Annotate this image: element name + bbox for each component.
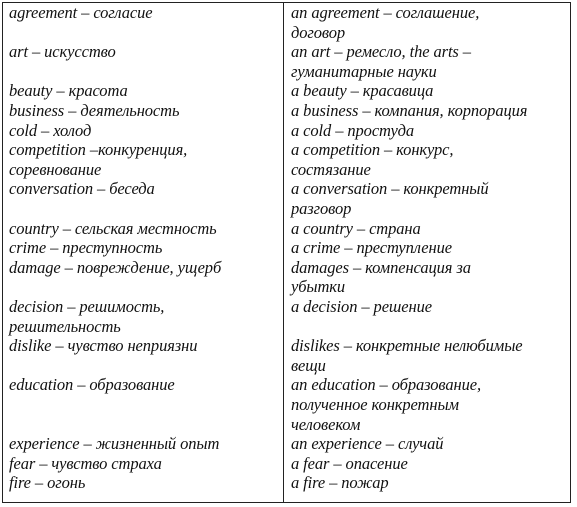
left-entry-line: cold – холод xyxy=(9,120,92,140)
left-entry-line: fear – чувство страха xyxy=(9,453,162,473)
vocabulary-table xyxy=(2,2,571,503)
right-entry-line: a beauty – красавица xyxy=(291,81,434,101)
right-entry-line: договор xyxy=(291,22,346,42)
left-entry-line: damage – повреждение, ущерб xyxy=(9,257,222,277)
left-entry-line: experience – жизненный опыт xyxy=(9,434,220,454)
right-entry-line: a country – страна xyxy=(291,218,421,238)
column-divider xyxy=(283,3,284,502)
right-entry-line: вещи xyxy=(291,355,326,375)
left-entry-line: education – образование xyxy=(9,375,175,395)
right-entry-line: a cold – простуда xyxy=(291,120,415,140)
left-entry-line: beauty – красота xyxy=(9,81,128,101)
right-entry-line: a fear – опасение xyxy=(291,453,408,473)
left-entry-line: fire – огонь xyxy=(9,473,86,493)
right-entry-line: разговор xyxy=(291,199,352,218)
left-entry-line: art – искусство xyxy=(9,42,116,62)
right-entry-line: a crime – преступление xyxy=(291,238,452,258)
right-entry-line: человеком xyxy=(291,414,361,434)
right-entry-line: a conversation – конкретный xyxy=(291,179,489,199)
right-entry-line: a fire – пожар xyxy=(291,473,389,493)
right-entry-line: an agreement – соглашение, xyxy=(291,3,480,22)
left-entry-line: country – сельская местность xyxy=(9,218,217,238)
right-entry-line: a competition – конкурс, xyxy=(291,140,454,160)
right-entry-line: убытки xyxy=(291,277,346,297)
left-entry-line: competition –конкуренция, xyxy=(9,140,188,160)
left-entry-line: crime – преступность xyxy=(9,238,163,258)
right-entry-line: dislikes – конкретные нелюбимые xyxy=(291,336,523,356)
right-entry-line: an education – образование, xyxy=(291,375,481,395)
left-entry-line: соревнование xyxy=(9,159,102,179)
right-entry-line: a business – компания, корпорация xyxy=(291,101,528,120)
left-entry-line: agreement – согласие xyxy=(9,3,153,22)
left-entry-line: decision – решимость, xyxy=(9,297,165,316)
left-entry-line: dislike – чувство неприязни xyxy=(9,336,198,356)
right-entry-line: an experience – случай xyxy=(291,434,444,454)
right-entry-line: a decision – решение xyxy=(291,297,432,316)
left-entry-line: conversation – беседа xyxy=(9,179,155,199)
right-entry-line: полученное конкретным xyxy=(291,395,459,414)
right-entry-line: гуманитарные науки xyxy=(291,61,437,81)
left-entry-line: решительность xyxy=(9,316,121,336)
right-entry-line: an art – ремесло, the arts – xyxy=(291,42,471,62)
right-entry-line: damages – компенсация за xyxy=(291,257,471,277)
left-entry-line: business – деятельность xyxy=(9,101,180,120)
right-entry-line: состязание xyxy=(291,159,371,179)
